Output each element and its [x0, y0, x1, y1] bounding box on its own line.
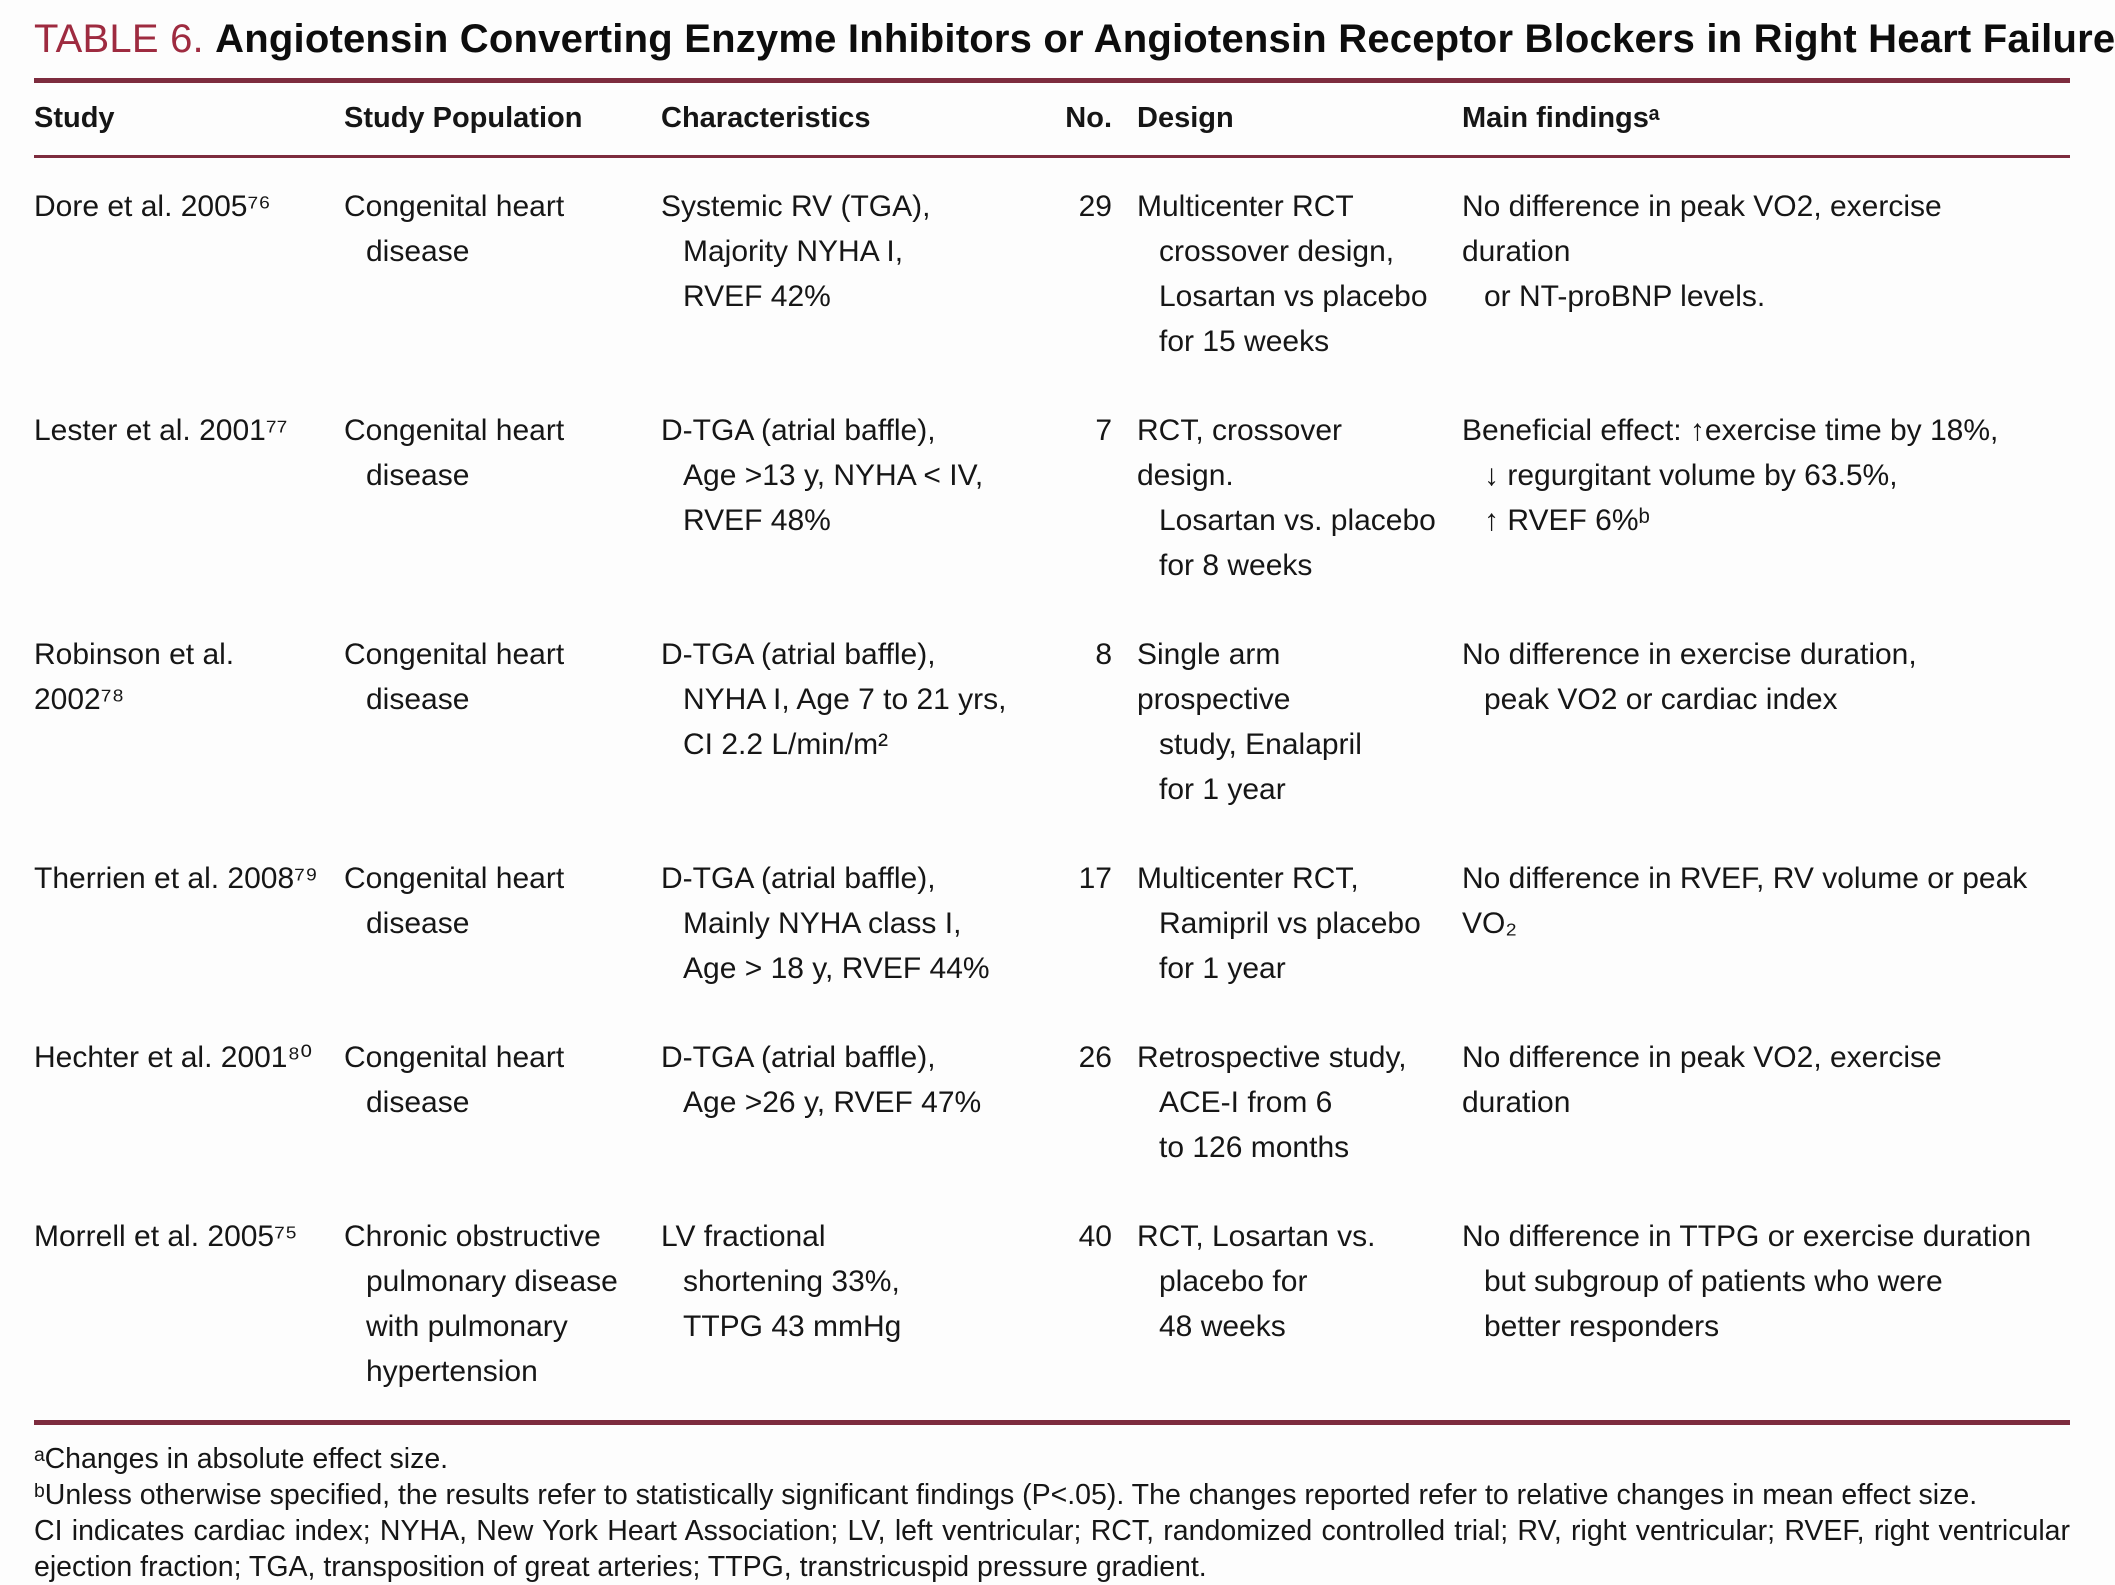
table-row-lester-2001 [34, 408, 2070, 588]
column-header-no: No. [1065, 102, 1112, 134]
table-body [34, 158, 2070, 1394]
column-header-study-population: Study Population [344, 102, 583, 134]
cell-characteristics: D-TGA (atrial baffle), NYHA I, Age 7 to 21 yrs, CI 2.2 L/min/m² [661, 638, 1007, 761]
column-header-design: Design [1137, 102, 1234, 134]
table-title [34, 14, 2115, 64]
cell-study-population: Congenital heart disease [344, 190, 565, 268]
cell-no: 8 [1095, 638, 1112, 671]
cell-no: 29 [1078, 190, 1112, 223]
cell-design: RCT, Losartan vs. placebo for 48 weeks [1137, 1220, 1376, 1343]
column-header-main-findings: Main findingsᵃ [1462, 102, 1660, 134]
column-header-characteristics: Characteristics [661, 102, 871, 134]
cell-main-findings: Beneficial effect: ↑exercise time by 18%, ↓ regurgitant volume by 63.5%, ↑ RVEF 6%ᵇ [1462, 414, 1999, 537]
cell-study-population: Congenital heart disease [344, 414, 565, 492]
cell-design: Retrospective study, ACE-I from 6 to 126 months [1137, 1041, 1407, 1164]
cell-study: Lester et al. 2001⁷⁷ [34, 414, 288, 447]
table-row-hechter-2001 [34, 1035, 2070, 1170]
table-row-robinson-2002 [34, 632, 2070, 812]
column-header-study: Study [34, 102, 115, 134]
footnote-b: ᵇUnless otherwise specified, the results refer to statistically significant findings (P<.05). The changes reported refer to relative changes in mean effect size. [34, 1479, 1978, 1511]
cell-study-population: Congenital heart disease [344, 638, 565, 716]
cell-main-findings: No difference in peak VO2, exercise duration [1462, 1041, 1942, 1119]
cell-design: Single arm prospective study, Enalapril for 1 year [1137, 638, 1362, 806]
table-row-morrell-2005 [34, 1214, 2070, 1394]
cell-study: Therrien et al. 2008⁷⁹ [34, 862, 318, 895]
cell-no: 17 [1078, 862, 1112, 895]
cell-no: 7 [1095, 414, 1112, 447]
cell-study-population: Chronic obstructive pulmonary disease with pulmonary hypertension [344, 1220, 618, 1388]
cell-characteristics: D-TGA (atrial baffle), Age >26 y, RVEF 47% [661, 1041, 982, 1119]
cell-no: 26 [1078, 1041, 1112, 1074]
cell-study-population: Congenital heart disease [344, 862, 565, 940]
cell-design: RCT, crossover design. Losartan vs. placebo for 8 weeks [1137, 414, 1436, 582]
cell-study: Robinson et al. 2002⁷⁸ [34, 638, 235, 716]
table-row-dore-2005 [34, 184, 2070, 364]
cell-study: Morrell et al. 2005⁷⁵ [34, 1220, 298, 1253]
cell-main-findings: No difference in RVEF, RV volume or peak VO₂ [1462, 862, 2028, 940]
cell-study-population: Congenital heart disease [344, 1041, 565, 1119]
table-title-text: Angiotensin Converting Enzyme Inhibitors or Angiotensin Receptor Blockers in Right Heart Failure [215, 17, 2115, 61]
cell-characteristics: D-TGA (atrial baffle), Mainly NYHA class I, Age > 18 y, RVEF 44% [661, 862, 990, 985]
cell-characteristics: LV fractional shortening 33%, TTPG 43 mmHg [661, 1220, 902, 1343]
footnote-a: ᵃChanges in absolute effect size. [34, 1443, 449, 1475]
cell-study: Dore et al. 2005⁷⁶ [34, 190, 271, 223]
cell-main-findings: No difference in peak VO2, exercise duration or NT-proBNP levels. [1462, 190, 1942, 313]
table-header-row [34, 83, 2070, 155]
table-number-label: TABLE 6. [34, 17, 204, 61]
cell-main-findings: No difference in TTPG or exercise duration but subgroup of patients who were better responders [1462, 1220, 2032, 1343]
cell-no: 40 [1078, 1220, 1112, 1253]
table-row-therrien-2008 [34, 856, 2070, 991]
cell-characteristics: Systemic RV (TGA), Majority NYHA I, RVEF 42% [661, 190, 931, 313]
cell-characteristics: D-TGA (atrial baffle), Age >13 y, NYHA < IV, RVEF 48% [661, 414, 984, 537]
studies-table [34, 78, 2070, 1585]
cell-study: Hechter et al. 2001⁸⁰ [34, 1041, 313, 1074]
cell-design: Multicenter RCT, Ramipril vs placebo for 1 year [1137, 862, 1421, 985]
cell-main-findings: No difference in exercise duration, peak VO2 or cardiac index [1462, 638, 1917, 716]
footnote-abbreviations: CI indicates cardiac index; NYHA, New York Heart Association; LV, left ventricular; RCT, randomized controlled trial; RV, right ventricular; RVEF, right ventricular ejection fraction; TGA, transposition of great arteries; TTPG, transtricuspid pressure gradient. [34, 1515, 2070, 1583]
cell-design: Multicenter RCT crossover design, Losartan vs placebo for 15 weeks [1137, 190, 1428, 358]
table-footnotes [34, 1425, 2070, 1585]
